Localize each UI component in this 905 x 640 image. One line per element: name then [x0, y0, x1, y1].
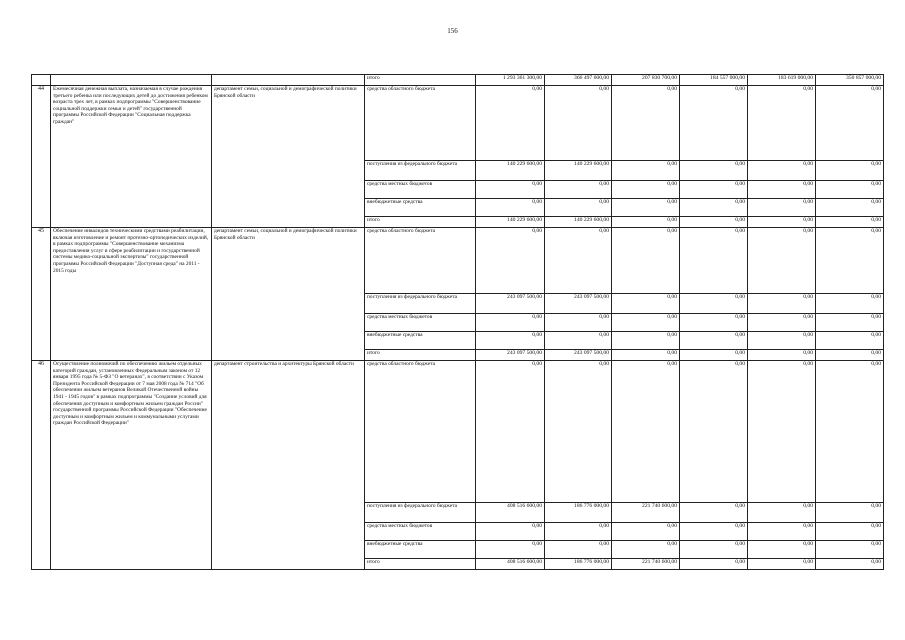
value-cell: 0,00 [680, 228, 748, 294]
value-cell: 0,00 [680, 217, 748, 228]
executor: департамент строительства и архитектуры Брянской области [212, 361, 365, 570]
value-cell: 0,00 [680, 294, 748, 314]
value-cell: 0,00 [612, 161, 680, 181]
value-cell: 0,00 [545, 523, 612, 541]
table-body [32, 75, 884, 570]
value-cell: 140 229 600,00 [545, 161, 612, 181]
value-cell: 243 097 500,00 [545, 294, 612, 314]
value-cell: 0,00 [748, 559, 816, 570]
value-cell: 0,00 [680, 541, 748, 559]
value-cell: 0,00 [816, 559, 884, 570]
measure-description: Обеспечение инвалидов техническими средствами реабилитации, включая изготовление и ремонт протезно-ортопедических изделий, в рамках подпрограммы "Совершенствование механизма предоставления услуг в сфере реабилитации и государственной системы медико-социальной экспертизы" государственной программы Российской Федерации "Доступная среда" на 2011 - 2015 годы [51, 228, 212, 361]
value-cell: 0,00 [748, 199, 816, 217]
value-cell: 0,00 [816, 541, 884, 559]
row-number: 45 [32, 228, 51, 361]
value-cell: 0,00 [680, 332, 748, 350]
value-cell: 0,00 [680, 361, 748, 503]
page-number: 156 [447, 27, 458, 35]
funding-source: средства областного бюджета [365, 86, 476, 161]
value-cell: 0,00 [545, 314, 612, 332]
value-cell: 0,00 [680, 503, 748, 523]
value-cell: 0,00 [545, 199, 612, 217]
value-cell: 0,00 [545, 361, 612, 503]
value-cell: 0,00 [680, 161, 748, 181]
value-cell: 0,00 [748, 332, 816, 350]
funding-source: итого [365, 350, 476, 361]
value-cell: 0,00 [612, 314, 680, 332]
measure-description: Осуществление полномочий по обеспечению жильем отдельных категорий граждан, установленных Федеральным законом от 12 января 1995 года № 5-ФЗ "О ветеранах", в соответствии с Указом Президента Российской Федерации от 7 мая 2008 года № 714 "Об обеспечении жильем ветеранов Великой Отечественной войны 1941 - 1945 годов" в рамках подпрограммы "Создание условий для обеспечения доступным и комфортным жильем граждан России" государственной программы Российской Федерации "Обеспечение доступным и комфортным жильем и коммунальными услугами граждан Российской Федерации" [51, 361, 212, 570]
funding-source: внебюджетные средства [365, 541, 476, 559]
value-cell: 0,00 [612, 294, 680, 314]
value-cell: 0,00 [816, 332, 884, 350]
value-cell: 0,00 [612, 541, 680, 559]
value-cell: 0,00 [816, 314, 884, 332]
funding-source: внебюджетные средства [365, 199, 476, 217]
value-cell: 408 516 600,00 [476, 503, 545, 523]
value-cell: 0,00 [680, 181, 748, 199]
value-cell: 0,00 [748, 217, 816, 228]
funding-source: итого [365, 559, 476, 570]
value-cell: 0,00 [545, 541, 612, 559]
funding-source: средства местных бюджетов [365, 314, 476, 332]
empty-cell [32, 75, 51, 86]
funding-source: внебюджетные средства [365, 332, 476, 350]
value-cell: 0,00 [748, 314, 816, 332]
value-cell: 184 557 000,00 [680, 75, 748, 86]
value-cell: 0,00 [680, 199, 748, 217]
table-row [32, 86, 884, 161]
value-cell: 408 516 600,00 [476, 559, 545, 570]
value-cell: 0,00 [476, 541, 545, 559]
value-cell: 0,00 [476, 86, 545, 161]
value-cell: 140 229 600,00 [476, 217, 545, 228]
value-cell: 0,00 [748, 361, 816, 503]
value-cell: 0,00 [476, 314, 545, 332]
value-cell: 0,00 [748, 228, 816, 294]
value-cell: 0,00 [816, 523, 884, 541]
value-cell: 243 097 500,00 [476, 294, 545, 314]
value-cell: 0,00 [816, 361, 884, 503]
value-cell: 140 229 600,00 [545, 217, 612, 228]
value-cell: 0,00 [612, 350, 680, 361]
empty-cell [212, 75, 365, 86]
value-cell: 0,00 [816, 199, 884, 217]
funding-source: итого [365, 217, 476, 228]
funding-source: средства областного бюджета [365, 228, 476, 294]
value-cell: 0,00 [816, 86, 884, 161]
value-cell: 0,00 [612, 332, 680, 350]
value-cell: 0,00 [476, 228, 545, 294]
value-cell: 0,00 [545, 181, 612, 199]
value-cell: 0,00 [748, 161, 816, 181]
budget-table [31, 74, 884, 570]
value-cell: 0,00 [680, 559, 748, 570]
value-cell: 0,00 [612, 361, 680, 503]
value-cell: 0,00 [748, 181, 816, 199]
value-cell: 186 776 000,00 [545, 559, 612, 570]
value-cell: 0,00 [816, 350, 884, 361]
value-cell: 0,00 [748, 350, 816, 361]
empty-cell [51, 75, 212, 86]
value-cell: 0,00 [680, 314, 748, 332]
row-number: 44 [32, 86, 51, 228]
value-cell: 0,00 [748, 86, 816, 161]
table-row [32, 361, 884, 503]
measure-description: Ежемесячная денежная выплата, назначаемая в случае рождения третьего ребенка или последующих детей до достижения ребенком возраста трех лет, в рамках подпрограммы "Совершенствование социальной поддержки семьи и детей" государственной программы Российской Федерации "Социальная поддержка граждан" [51, 86, 212, 228]
value-cell: 0,00 [545, 228, 612, 294]
value-cell: 243 097 500,00 [476, 350, 545, 361]
funding-source: средства местных бюджетов [365, 523, 476, 541]
value-cell: 0,00 [612, 181, 680, 199]
value-cell: 0,00 [816, 503, 884, 523]
value-cell: 0,00 [816, 294, 884, 314]
value-cell: 0,00 [545, 332, 612, 350]
table-row [32, 228, 884, 294]
value-cell: 0,00 [476, 181, 545, 199]
value-cell: 0,00 [748, 541, 816, 559]
value-cell: 221 740 600,00 [612, 503, 680, 523]
value-cell: 207 830 700,00 [612, 75, 680, 86]
value-cell: 1 293 361 300,00 [476, 75, 545, 86]
value-cell: 183 619 000,00 [748, 75, 816, 86]
value-cell: 221 740 600,00 [612, 559, 680, 570]
value-cell: 0,00 [612, 523, 680, 541]
value-cell: 0,00 [816, 181, 884, 199]
value-cell: 0,00 [816, 161, 884, 181]
value-cell: 186 776 000,00 [545, 503, 612, 523]
value-cell: 0,00 [748, 503, 816, 523]
executor: департамент семьи, социальной и демографической политики Брянской области [212, 86, 365, 228]
value-cell: 0,00 [680, 350, 748, 361]
value-cell: 0,00 [680, 86, 748, 161]
value-cell: 0,00 [612, 228, 680, 294]
value-cell: 243 097 500,00 [545, 350, 612, 361]
value-cell: 140 229 600,00 [476, 161, 545, 181]
value-cell: 0,00 [748, 294, 816, 314]
value-cell: 0,00 [545, 86, 612, 161]
executor: департамент семьи, социальной и демографической политики Брянской области [212, 228, 365, 361]
value-cell: 0,00 [612, 199, 680, 217]
table-row [32, 75, 884, 86]
row-number: 46 [32, 361, 51, 570]
value-cell: 350 857 000,00 [816, 75, 884, 86]
funding-source: поступления из федерального бюджета [365, 161, 476, 181]
value-cell: 0,00 [612, 217, 680, 228]
funding-source: средства областного бюджета [365, 361, 476, 503]
value-cell: 0,00 [476, 332, 545, 350]
value-cell: 0,00 [680, 523, 748, 541]
funding-source: поступления из федерального бюджета [365, 503, 476, 523]
funding-source: средства местных бюджетов [365, 181, 476, 199]
funding-source: итого [365, 75, 476, 86]
value-cell: 366 497 600,00 [545, 75, 612, 86]
value-cell: 0,00 [748, 523, 816, 541]
value-cell: 0,00 [476, 199, 545, 217]
value-cell: 0,00 [476, 361, 545, 503]
value-cell: 0,00 [816, 228, 884, 294]
value-cell: 0,00 [612, 86, 680, 161]
funding-source: поступления из федерального бюджета [365, 294, 476, 314]
value-cell: 0,00 [476, 523, 545, 541]
value-cell: 0,00 [816, 217, 884, 228]
